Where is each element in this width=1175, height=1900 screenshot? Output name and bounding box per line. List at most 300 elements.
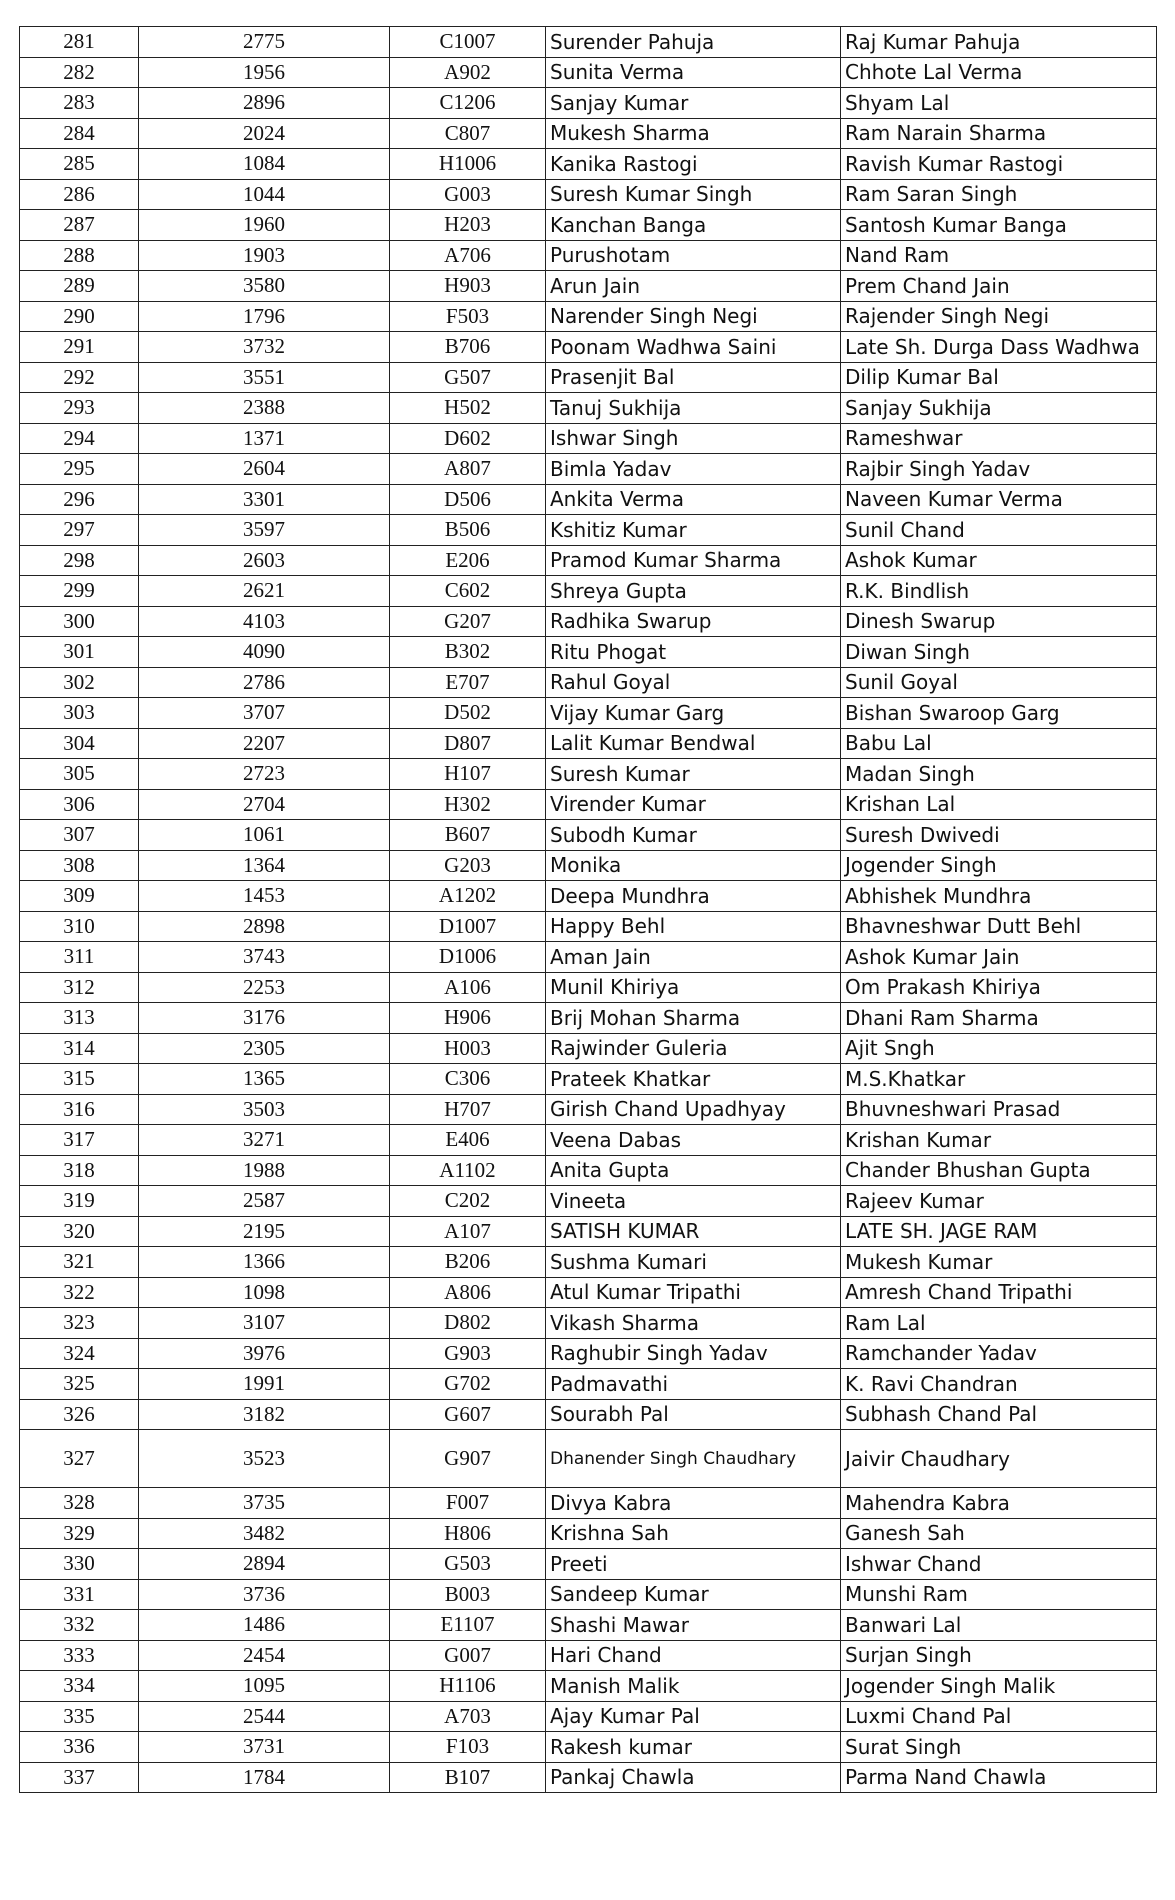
- member-number-cell: 1960: [139, 210, 390, 241]
- serial-number-cell: 311: [20, 942, 139, 973]
- member-number-cell: 3301: [139, 484, 390, 515]
- flat-number-cell: B607: [390, 820, 546, 851]
- flat-number-cell: G203: [390, 850, 546, 881]
- serial-number-cell: 315: [20, 1064, 139, 1095]
- father-name-cell: Dinesh Swarup: [841, 606, 1157, 637]
- member-name-cell: Happy Behl: [546, 911, 841, 942]
- serial-number-cell: 289: [20, 271, 139, 302]
- member-number-cell: 3503: [139, 1094, 390, 1125]
- member-name-cell: Girish Chand Upadhyay: [546, 1094, 841, 1125]
- flat-number-cell: H707: [390, 1094, 546, 1125]
- table-row: [20, 1064, 1157, 1095]
- table-row: [20, 881, 1157, 912]
- father-name-cell: Ram Lal: [841, 1308, 1157, 1339]
- serial-number-cell: 287: [20, 210, 139, 241]
- flat-number-cell: A1202: [390, 881, 546, 912]
- member-name-cell: Dhanender Singh Chaudhary: [546, 1430, 841, 1488]
- serial-number-cell: 302: [20, 667, 139, 698]
- member-number-cell: 2207: [139, 728, 390, 759]
- flat-number-cell: H906: [390, 1003, 546, 1034]
- serial-number-cell: 318: [20, 1155, 139, 1186]
- table-row: [20, 698, 1157, 729]
- flat-number-cell: G503: [390, 1549, 546, 1580]
- table-row: [20, 850, 1157, 881]
- member-name-cell: Veena Dabas: [546, 1125, 841, 1156]
- member-name-cell: Krishna Sah: [546, 1518, 841, 1549]
- serial-number-cell: 337: [20, 1762, 139, 1793]
- flat-number-cell: H806: [390, 1518, 546, 1549]
- member-name-cell: Vineeta: [546, 1186, 841, 1217]
- serial-number-cell: 299: [20, 576, 139, 607]
- father-name-cell: Late Sh. Durga Dass Wadhwa: [841, 332, 1157, 363]
- member-number-cell: 2454: [139, 1640, 390, 1671]
- serial-number-cell: 281: [20, 27, 139, 58]
- table-row: [20, 911, 1157, 942]
- father-name-cell: Babu Lal: [841, 728, 1157, 759]
- flat-number-cell: H003: [390, 1033, 546, 1064]
- flat-number-cell: A902: [390, 57, 546, 88]
- flat-number-cell: A703: [390, 1701, 546, 1732]
- member-name-cell: Virender Kumar: [546, 789, 841, 820]
- flat-number-cell: A706: [390, 240, 546, 271]
- member-name-cell: Narender Singh Negi: [546, 301, 841, 332]
- flat-number-cell: C1206: [390, 88, 546, 119]
- table-row: [20, 423, 1157, 454]
- father-name-cell: Bhuvneshwari Prasad: [841, 1094, 1157, 1125]
- table-row: [20, 1186, 1157, 1217]
- member-number-cell: 1486: [139, 1610, 390, 1641]
- member-name-cell: Suresh Kumar Singh: [546, 179, 841, 210]
- member-name-cell: Munil Khiriya: [546, 972, 841, 1003]
- serial-number-cell: 334: [20, 1671, 139, 1702]
- member-name-cell: Ritu Phogat: [546, 637, 841, 668]
- member-number-cell: 2898: [139, 911, 390, 942]
- father-name-cell: Om Prakash Khiriya: [841, 972, 1157, 1003]
- member-number-cell: 2544: [139, 1701, 390, 1732]
- serial-number-cell: 300: [20, 606, 139, 637]
- member-name-cell: SATISH KUMAR: [546, 1216, 841, 1247]
- father-name-cell: Amresh Chand Tripathi: [841, 1277, 1157, 1308]
- member-name-cell: Brij Mohan Sharma: [546, 1003, 841, 1034]
- table-row: [20, 240, 1157, 271]
- member-name-cell: Surender Pahuja: [546, 27, 841, 58]
- table-row: [20, 27, 1157, 58]
- member-number-cell: 2704: [139, 789, 390, 820]
- father-name-cell: Ishwar Chand: [841, 1549, 1157, 1580]
- member-number-cell: 2723: [139, 759, 390, 790]
- member-number-cell: 2603: [139, 545, 390, 576]
- father-name-cell: Ashok Kumar: [841, 545, 1157, 576]
- flat-number-cell: C306: [390, 1064, 546, 1095]
- serial-number-cell: 309: [20, 881, 139, 912]
- flat-number-cell: B107: [390, 1762, 546, 1793]
- table-row: [20, 545, 1157, 576]
- flat-number-cell: C202: [390, 1186, 546, 1217]
- member-name-cell: Rahul Goyal: [546, 667, 841, 698]
- member-name-cell: Ishwar Singh: [546, 423, 841, 454]
- member-name-cell: Purushotam: [546, 240, 841, 271]
- father-name-cell: Ram Narain Sharma: [841, 118, 1157, 149]
- serial-number-cell: 336: [20, 1732, 139, 1763]
- member-list-body: [20, 27, 1157, 1793]
- table-row: [20, 1338, 1157, 1369]
- father-name-cell: Nand Ram: [841, 240, 1157, 271]
- serial-number-cell: 310: [20, 911, 139, 942]
- father-name-cell: Ravish Kumar Rastogi: [841, 149, 1157, 180]
- serial-number-cell: 326: [20, 1399, 139, 1430]
- table-row: [20, 1610, 1157, 1641]
- flat-number-cell: E1107: [390, 1610, 546, 1641]
- flat-number-cell: A807: [390, 454, 546, 485]
- table-row: [20, 118, 1157, 149]
- member-number-cell: 3580: [139, 271, 390, 302]
- flat-number-cell: C602: [390, 576, 546, 607]
- flat-number-cell: E406: [390, 1125, 546, 1156]
- member-name-cell: Divya Kabra: [546, 1488, 841, 1519]
- flat-number-cell: D502: [390, 698, 546, 729]
- table-row: [20, 1579, 1157, 1610]
- serial-number-cell: 292: [20, 362, 139, 393]
- table-row: [20, 1216, 1157, 1247]
- serial-number-cell: 322: [20, 1277, 139, 1308]
- member-number-cell: 3176: [139, 1003, 390, 1034]
- table-row: [20, 1518, 1157, 1549]
- member-number-cell: 3976: [139, 1338, 390, 1369]
- serial-number-cell: 332: [20, 1610, 139, 1641]
- table-row: [20, 301, 1157, 332]
- member-number-cell: 3182: [139, 1399, 390, 1430]
- member-number-cell: 3731: [139, 1732, 390, 1763]
- member-name-cell: Pramod Kumar Sharma: [546, 545, 841, 576]
- member-name-cell: Rajwinder Guleria: [546, 1033, 841, 1064]
- father-name-cell: Prem Chand Jain: [841, 271, 1157, 302]
- member-name-cell: Pankaj Chawla: [546, 1762, 841, 1793]
- table-row: [20, 1155, 1157, 1186]
- table-row: [20, 515, 1157, 546]
- member-name-cell: Padmavathi: [546, 1369, 841, 1400]
- serial-number-cell: 304: [20, 728, 139, 759]
- table-row: [20, 1094, 1157, 1125]
- serial-number-cell: 321: [20, 1247, 139, 1278]
- member-name-cell: Subodh Kumar: [546, 820, 841, 851]
- father-name-cell: Diwan Singh: [841, 637, 1157, 668]
- flat-number-cell: B506: [390, 515, 546, 546]
- father-name-cell: Rameshwar: [841, 423, 1157, 454]
- table-row: [20, 1369, 1157, 1400]
- serial-number-cell: 288: [20, 240, 139, 271]
- father-name-cell: Shyam Lal: [841, 88, 1157, 119]
- member-number-cell: 3732: [139, 332, 390, 363]
- table-row: [20, 667, 1157, 698]
- member-number-cell: 3743: [139, 942, 390, 973]
- table-row: [20, 332, 1157, 363]
- father-name-cell: M.S.Khatkar: [841, 1064, 1157, 1095]
- table-row: [20, 1125, 1157, 1156]
- serial-number-cell: 308: [20, 850, 139, 881]
- serial-number-cell: 303: [20, 698, 139, 729]
- member-name-cell: Sanjay Kumar: [546, 88, 841, 119]
- member-name-cell: Sushma Kumari: [546, 1247, 841, 1278]
- member-number-cell: 1365: [139, 1064, 390, 1095]
- member-number-cell: 2305: [139, 1033, 390, 1064]
- serial-number-cell: 331: [20, 1579, 139, 1610]
- table-row: [20, 759, 1157, 790]
- member-number-cell: 4090: [139, 637, 390, 668]
- table-row: [20, 393, 1157, 424]
- member-name-cell: Poonam Wadhwa Saini: [546, 332, 841, 363]
- member-name-cell: Sunita Verma: [546, 57, 841, 88]
- member-number-cell: 1044: [139, 179, 390, 210]
- table-row: [20, 210, 1157, 241]
- flat-number-cell: D1007: [390, 911, 546, 942]
- table-row: [20, 1488, 1157, 1519]
- member-number-cell: 2786: [139, 667, 390, 698]
- father-name-cell: Chander Bhushan Gupta: [841, 1155, 1157, 1186]
- father-name-cell: Krishan Kumar: [841, 1125, 1157, 1156]
- father-name-cell: Munshi Ram: [841, 1579, 1157, 1610]
- flat-number-cell: F007: [390, 1488, 546, 1519]
- member-list-table: [19, 26, 1157, 1793]
- serial-number-cell: 330: [20, 1549, 139, 1580]
- member-name-cell: Lalit Kumar Bendwal: [546, 728, 841, 759]
- table-row: [20, 57, 1157, 88]
- table-row: [20, 1762, 1157, 1793]
- table-row: [20, 972, 1157, 1003]
- member-name-cell: Kanchan Banga: [546, 210, 841, 241]
- member-name-cell: Anita Gupta: [546, 1155, 841, 1186]
- table-row: [20, 1549, 1157, 1580]
- serial-number-cell: 291: [20, 332, 139, 363]
- table-row: [20, 179, 1157, 210]
- flat-number-cell: H1106: [390, 1671, 546, 1702]
- member-number-cell: 1084: [139, 149, 390, 180]
- serial-number-cell: 328: [20, 1488, 139, 1519]
- member-name-cell: Prasenjit Bal: [546, 362, 841, 393]
- member-number-cell: 1453: [139, 881, 390, 912]
- flat-number-cell: G003: [390, 179, 546, 210]
- member-number-cell: 3523: [139, 1430, 390, 1488]
- table-row: [20, 88, 1157, 119]
- flat-number-cell: G607: [390, 1399, 546, 1430]
- serial-number-cell: 282: [20, 57, 139, 88]
- member-name-cell: Aman Jain: [546, 942, 841, 973]
- serial-number-cell: 335: [20, 1701, 139, 1732]
- flat-number-cell: D807: [390, 728, 546, 759]
- father-name-cell: Sanjay Sukhija: [841, 393, 1157, 424]
- flat-number-cell: D602: [390, 423, 546, 454]
- member-number-cell: 1991: [139, 1369, 390, 1400]
- member-number-cell: 1796: [139, 301, 390, 332]
- table-row: [20, 576, 1157, 607]
- member-name-cell: Rakesh kumar: [546, 1732, 841, 1763]
- member-number-cell: 1366: [139, 1247, 390, 1278]
- member-name-cell: Sourabh Pal: [546, 1399, 841, 1430]
- member-number-cell: 3736: [139, 1579, 390, 1610]
- member-name-cell: Arun Jain: [546, 271, 841, 302]
- table-row: [20, 1399, 1157, 1430]
- flat-number-cell: G007: [390, 1640, 546, 1671]
- serial-number-cell: 320: [20, 1216, 139, 1247]
- flat-number-cell: G507: [390, 362, 546, 393]
- member-number-cell: 2775: [139, 27, 390, 58]
- father-name-cell: Banwari Lal: [841, 1610, 1157, 1641]
- flat-number-cell: B302: [390, 637, 546, 668]
- member-name-cell: Hari Chand: [546, 1640, 841, 1671]
- member-number-cell: 3551: [139, 362, 390, 393]
- member-number-cell: 1903: [139, 240, 390, 271]
- flat-number-cell: F503: [390, 301, 546, 332]
- flat-number-cell: H302: [390, 789, 546, 820]
- member-name-cell: Atul Kumar Tripathi: [546, 1277, 841, 1308]
- serial-number-cell: 294: [20, 423, 139, 454]
- flat-number-cell: H1006: [390, 149, 546, 180]
- serial-number-cell: 298: [20, 545, 139, 576]
- table-row: [20, 1003, 1157, 1034]
- flat-number-cell: B206: [390, 1247, 546, 1278]
- table-row: [20, 942, 1157, 973]
- serial-number-cell: 314: [20, 1033, 139, 1064]
- flat-number-cell: A806: [390, 1277, 546, 1308]
- father-name-cell: Surat Singh: [841, 1732, 1157, 1763]
- flat-number-cell: H502: [390, 393, 546, 424]
- member-number-cell: 4103: [139, 606, 390, 637]
- father-name-cell: Dilip Kumar Bal: [841, 362, 1157, 393]
- member-name-cell: Sandeep Kumar: [546, 1579, 841, 1610]
- serial-number-cell: 313: [20, 1003, 139, 1034]
- table-row: [20, 149, 1157, 180]
- serial-number-cell: 293: [20, 393, 139, 424]
- table-row: [20, 362, 1157, 393]
- father-name-cell: Abhishek Mundhra: [841, 881, 1157, 912]
- member-name-cell: Kshitiz Kumar: [546, 515, 841, 546]
- table-row: [20, 1640, 1157, 1671]
- flat-number-cell: H203: [390, 210, 546, 241]
- father-name-cell: Sunil Chand: [841, 515, 1157, 546]
- father-name-cell: Jogender Singh: [841, 850, 1157, 881]
- serial-number-cell: 283: [20, 88, 139, 119]
- table-row: [20, 484, 1157, 515]
- flat-number-cell: B003: [390, 1579, 546, 1610]
- table-row: [20, 606, 1157, 637]
- member-name-cell: Suresh Kumar: [546, 759, 841, 790]
- member-name-cell: Ankita Verma: [546, 484, 841, 515]
- father-name-cell: Luxmi Chand Pal: [841, 1701, 1157, 1732]
- member-number-cell: 2195: [139, 1216, 390, 1247]
- member-name-cell: Shreya Gupta: [546, 576, 841, 607]
- flat-number-cell: D1006: [390, 942, 546, 973]
- father-name-cell: Naveen Kumar Verma: [841, 484, 1157, 515]
- serial-number-cell: 325: [20, 1369, 139, 1400]
- member-number-cell: 3271: [139, 1125, 390, 1156]
- father-name-cell: Ganesh Sah: [841, 1518, 1157, 1549]
- flat-number-cell: C807: [390, 118, 546, 149]
- member-number-cell: 3707: [139, 698, 390, 729]
- member-name-cell: Tanuj Sukhija: [546, 393, 841, 424]
- flat-number-cell: G702: [390, 1369, 546, 1400]
- member-number-cell: 2024: [139, 118, 390, 149]
- member-name-cell: Deepa Mundhra: [546, 881, 841, 912]
- father-name-cell: K. Ravi Chandran: [841, 1369, 1157, 1400]
- father-name-cell: R.K. Bindlish: [841, 576, 1157, 607]
- father-name-cell: Rajbir Singh Yadav: [841, 454, 1157, 485]
- member-number-cell: 2587: [139, 1186, 390, 1217]
- member-number-cell: 3597: [139, 515, 390, 546]
- member-name-cell: Bimla Yadav: [546, 454, 841, 485]
- table-row: [20, 271, 1157, 302]
- member-number-cell: 2621: [139, 576, 390, 607]
- table-row: [20, 1277, 1157, 1308]
- father-name-cell: Ashok Kumar Jain: [841, 942, 1157, 973]
- table-row: [20, 1247, 1157, 1278]
- father-name-cell: Bhavneshwar Dutt Behl: [841, 911, 1157, 942]
- member-name-cell: Monika: [546, 850, 841, 881]
- serial-number-cell: 323: [20, 1308, 139, 1339]
- flat-number-cell: E206: [390, 545, 546, 576]
- member-number-cell: 2894: [139, 1549, 390, 1580]
- father-name-cell: Subhash Chand Pal: [841, 1399, 1157, 1430]
- father-name-cell: Ajit Sngh: [841, 1033, 1157, 1064]
- father-name-cell: Ramchander Yadav: [841, 1338, 1157, 1369]
- father-name-cell: Rajender Singh Negi: [841, 301, 1157, 332]
- serial-number-cell: 319: [20, 1186, 139, 1217]
- table-row: [20, 1701, 1157, 1732]
- member-number-cell: 1095: [139, 1671, 390, 1702]
- flat-number-cell: G903: [390, 1338, 546, 1369]
- serial-number-cell: 329: [20, 1518, 139, 1549]
- serial-number-cell: 286: [20, 179, 139, 210]
- member-name-cell: Radhika Swarup: [546, 606, 841, 637]
- member-name-cell: Vikash Sharma: [546, 1308, 841, 1339]
- flat-number-cell: A107: [390, 1216, 546, 1247]
- flat-number-cell: B706: [390, 332, 546, 363]
- flat-number-cell: H107: [390, 759, 546, 790]
- father-name-cell: Jogender Singh Malik: [841, 1671, 1157, 1702]
- father-name-cell: Madan Singh: [841, 759, 1157, 790]
- father-name-cell: Krishan Lal: [841, 789, 1157, 820]
- member-name-cell: Raghubir Singh Yadav: [546, 1338, 841, 1369]
- flat-number-cell: E707: [390, 667, 546, 698]
- member-name-cell: Manish Malik: [546, 1671, 841, 1702]
- member-name-cell: Shashi Mawar: [546, 1610, 841, 1641]
- father-name-cell: Parma Nand Chawla: [841, 1762, 1157, 1793]
- father-name-cell: Suresh Dwivedi: [841, 820, 1157, 851]
- member-name-cell: Ajay Kumar Pal: [546, 1701, 841, 1732]
- flat-number-cell: F103: [390, 1732, 546, 1763]
- member-number-cell: 2896: [139, 88, 390, 119]
- flat-number-cell: D506: [390, 484, 546, 515]
- serial-number-cell: 296: [20, 484, 139, 515]
- father-name-cell: Ram Saran Singh: [841, 179, 1157, 210]
- father-name-cell: Mahendra Kabra: [841, 1488, 1157, 1519]
- father-name-cell: Raj Kumar Pahuja: [841, 27, 1157, 58]
- flat-number-cell: G907: [390, 1430, 546, 1488]
- serial-number-cell: 284: [20, 118, 139, 149]
- member-number-cell: 1098: [139, 1277, 390, 1308]
- member-number-cell: 1061: [139, 820, 390, 851]
- member-name-cell: Preeti: [546, 1549, 841, 1580]
- serial-number-cell: 312: [20, 972, 139, 1003]
- father-name-cell: LATE SH. JAGE RAM: [841, 1216, 1157, 1247]
- serial-number-cell: 316: [20, 1094, 139, 1125]
- flat-number-cell: A106: [390, 972, 546, 1003]
- father-name-cell: Surjan Singh: [841, 1640, 1157, 1671]
- serial-number-cell: 307: [20, 820, 139, 851]
- member-number-cell: 2388: [139, 393, 390, 424]
- serial-number-cell: 317: [20, 1125, 139, 1156]
- serial-number-cell: 295: [20, 454, 139, 485]
- serial-number-cell: 290: [20, 301, 139, 332]
- father-name-cell: Chhote Lal Verma: [841, 57, 1157, 88]
